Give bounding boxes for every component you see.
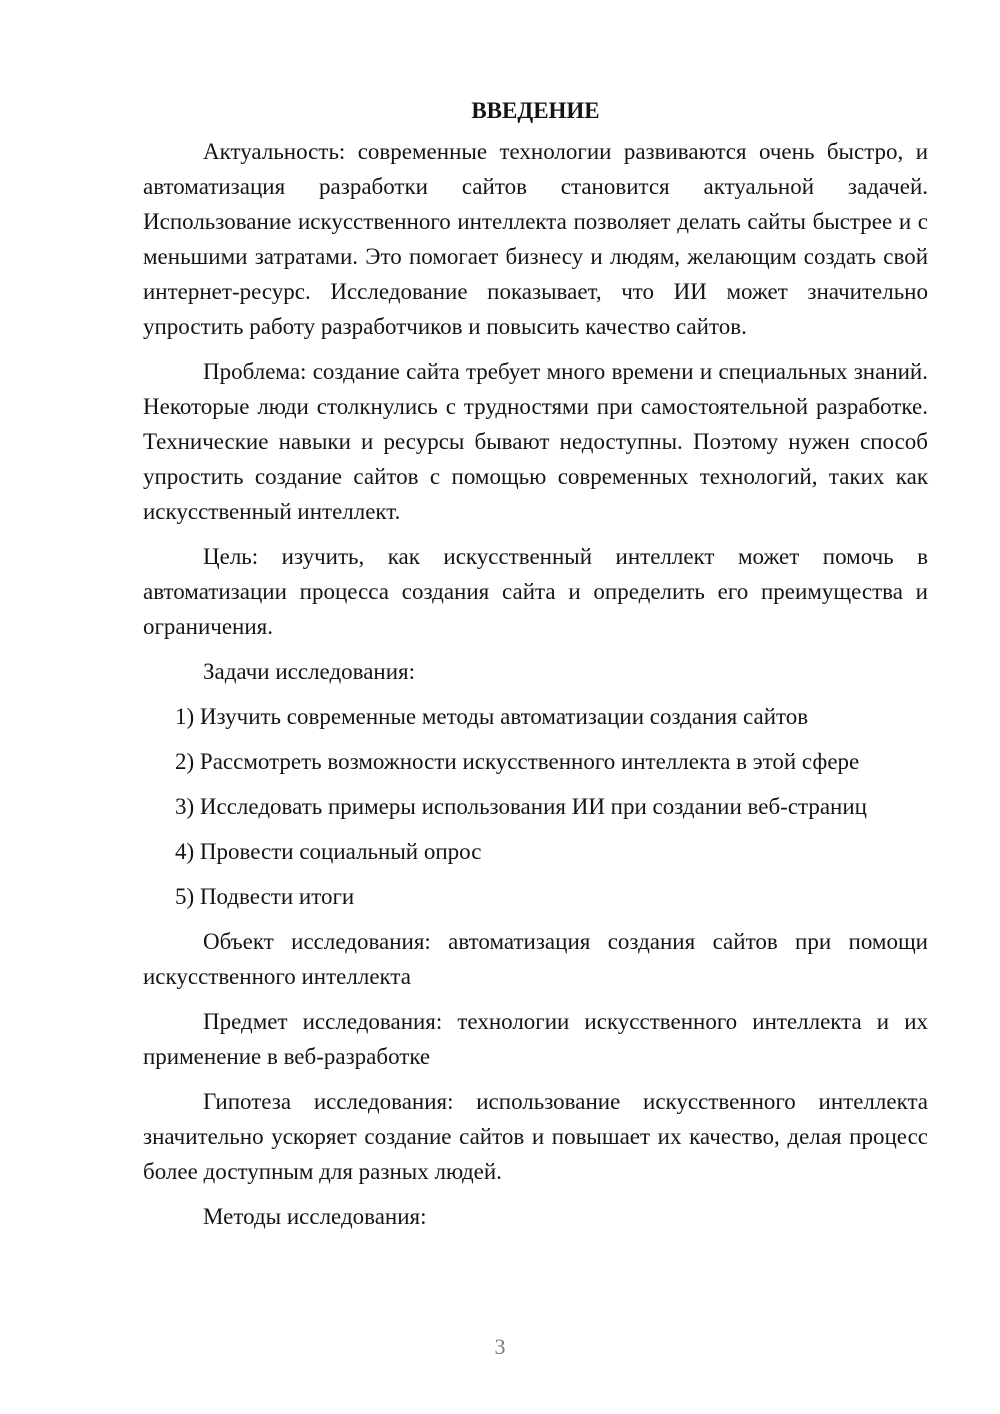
relevance-paragraph: Актуальность: современные технологии развиваются очень быстро, и автоматизация разработки сайтов становится актуальной задачей. Использование искусственного интеллекта позволяет делать сайты быстрее и с меньшими затратами. Это помогает бизнесу и людям, желающим создать свой интернет-ресурс. Исследование показывает, что ИИ может значительно упростить работу разработчиков и повысить качество сайтов.	[143, 139, 928, 339]
goal-paragraph: Цель: изучить, как искусственный интеллект может помочь в автоматизации процесса создания сайта и определить его преимущества и ограничения.	[143, 544, 928, 639]
page-content	[143, 95, 928, 1244]
object-paragraph: Объект исследования: автоматизация создания сайтов при помощи искусственного интеллекта	[143, 929, 928, 989]
tasks-heading: Задачи исследования:	[203, 659, 416, 684]
list-item: 1) Изучить современные методы автоматизации создания сайтов	[175, 704, 809, 729]
methods-heading: Методы исследования:	[203, 1204, 427, 1229]
list-item: 5) Подвести итоги	[175, 884, 355, 909]
list-item: 3) Исследовать примеры использования ИИ при создании веб-страниц	[175, 794, 867, 819]
subject-paragraph: Предмет исследования: технологии искусственного интеллекта и их применение в веб-разработке	[143, 1009, 928, 1069]
page-number: 3	[494, 1334, 506, 1359]
list-item: 2) Рассмотреть возможности искусственного интеллекта в этой сфере	[175, 749, 860, 774]
hypothesis-paragraph: Гипотеза исследования: использование искусственного интеллекта значительно ускоряет создание сайтов и повышает их качество, делая процесс более доступным для разных людей.	[143, 1089, 928, 1184]
tasks-list	[143, 699, 928, 914]
problem-paragraph: Проблема: создание сайта требует много времени и специальных знаний. Некоторые люди столкнулись с трудностями при самостоятельной разработке. Технические навыки и ресурсы бывают недоступны. Поэтому нужен способ упростить создание сайтов с помощью современных технологий, таких как искусственный интеллект.	[143, 359, 928, 524]
list-item: 4) Провести социальный опрос	[175, 839, 482, 864]
page-title: ВВЕДЕНИЕ	[471, 98, 600, 123]
